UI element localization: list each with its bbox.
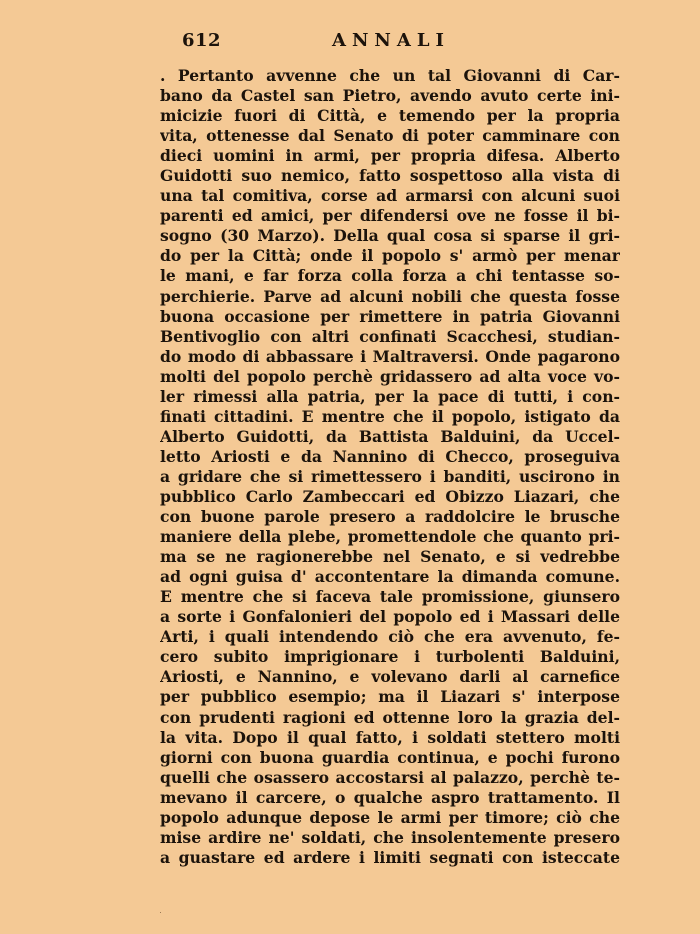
- running-head: [160, 30, 620, 54]
- text-line: mevano il carcere, o qualche aspro trattamento. Il: [160, 787, 620, 807]
- text-line: do modo di abbassare i Maltraversi. Onde pagarono: [160, 346, 620, 366]
- text-line: do per la Città; onde il popolo s' armò per menar: [160, 246, 620, 266]
- text-line: E mentre che si faceva tale promissione, giunsero: [160, 587, 620, 607]
- page-number: 612: [182, 30, 222, 51]
- text-line: ma se ne ragionerebbe nel Senato, e si vedrebbe: [160, 547, 620, 567]
- text-line: una tal comitiva, corse ad armarsi con alcuni suoi: [160, 186, 620, 206]
- text-line: ad ogni guisa d' accontentare la dimanda comune.: [160, 567, 620, 587]
- text-line: le mani, e far forza colla forza a chi tentasse so-: [160, 266, 620, 286]
- text-line: a sorte i Gonfalonieri del popolo ed i Massari delle: [160, 607, 620, 627]
- running-title: ANNALI: [332, 30, 450, 51]
- text-line: la vita. Dopo il qual fatto, i soldati stettero molti: [160, 727, 620, 747]
- text-line: parenti ed amici, per difendersi ove ne fosse il bi-: [160, 206, 620, 226]
- text-line: Ariosti, e Nannino, e volevano darli al carnefice: [160, 667, 620, 687]
- text-line: mise ardire ne' soldati, che insolentemente presero: [160, 827, 620, 847]
- text-line: Guidotti suo nemico, fatto sospettoso alla vista di: [160, 166, 620, 186]
- text-line: micizie fuori di Città, e temendo per la propria: [160, 106, 620, 126]
- text-line: per pubblico esempio; ma il Liazari s' interpose: [160, 687, 620, 707]
- text-line: popolo adunque depose le armi per timore; ciò che: [160, 807, 620, 827]
- text-line: finati cittadini. E mentre che il popolo, istigato da: [160, 406, 620, 426]
- text-line: Alberto Guidotti, da Battista Balduini, da Uccel-: [160, 426, 620, 446]
- text-line: quelli che osassero accostarsi al palazzo, perchè te-: [160, 767, 620, 787]
- text-line: a gridare che si rimettessero i banditi, uscirono in: [160, 466, 620, 486]
- text-line: molti del popolo perchè gridassero ad alta voce vo-: [160, 366, 620, 386]
- text-line: Bentivoglio con altri confinati Scacchesi, studian-: [160, 326, 620, 346]
- paper-speck: [160, 912, 161, 913]
- text-line: buona occasione per rimettere in patria Giovanni: [160, 306, 620, 326]
- text-line: cero subito imprigionare i turbolenti Balduini,: [160, 647, 620, 667]
- text-line: a guastare ed ardere i limiti segnati con isteccate: [160, 847, 620, 867]
- text-line: pubblico Carlo Zambeccari ed Obizzo Liazari, che: [160, 486, 620, 506]
- text-line: perchierie. Parve ad alcuni nobili che questa fosse: [160, 286, 620, 306]
- body-text: [160, 66, 620, 868]
- text-line: giorni con buona guardia continua, e pochi furono: [160, 747, 620, 767]
- text-line: ler rimessi alla patria, per la pace di tutti, i con-: [160, 386, 620, 406]
- text-line: bano da Castel san Pietro, avendo avuto certe ini-: [160, 86, 620, 106]
- text-line: vita, ottenesse dal Senato di poter camminare con: [160, 126, 620, 146]
- text-line: con buone parole presero a raddolcire le brusche: [160, 507, 620, 527]
- text-line: . Pertanto avvenne che un tal Giovanni di Car-: [160, 66, 620, 85]
- text-line: letto Ariosti e da Nannino di Checco, proseguiva: [160, 446, 620, 466]
- text-line: con prudenti ragioni ed ottenne loro la grazia del-: [160, 707, 620, 727]
- text-line: dieci uomini in armi, per propria difesa. Alberto: [160, 146, 620, 166]
- text-line: Arti, i quali intendendo ciò che era avvenuto, fe-: [160, 627, 620, 647]
- text-line: maniere della plebe, promettendole che quanto pri-: [160, 527, 620, 547]
- text-line: sogno (30 Marzo). Della qual cosa si sparse il gri-: [160, 226, 620, 246]
